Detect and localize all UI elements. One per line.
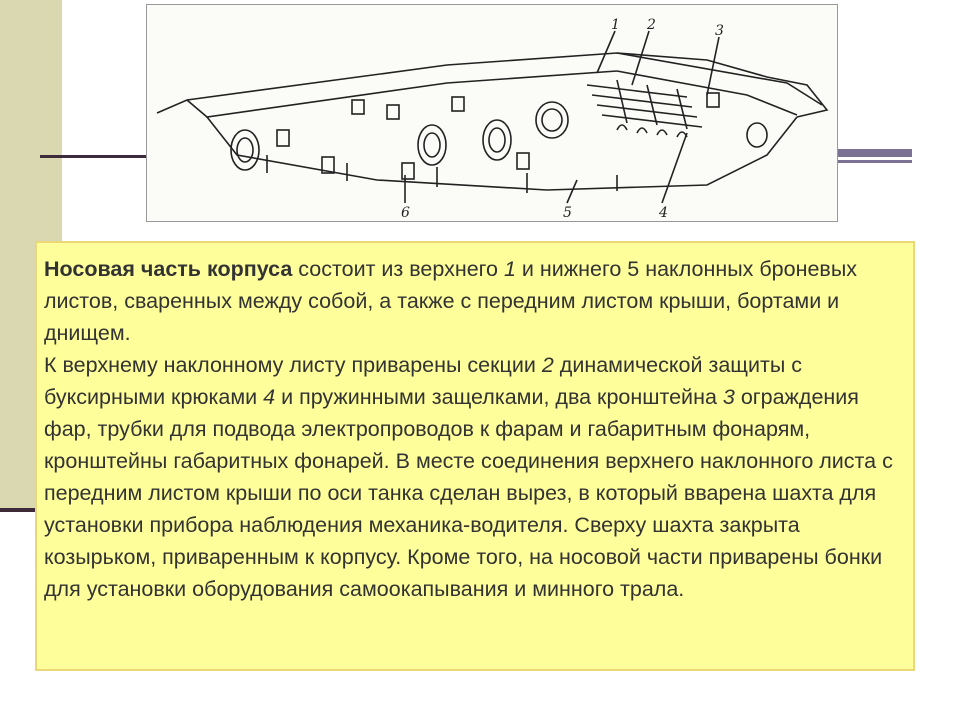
lower-ribs [267,155,617,193]
ref-1: 1 [503,257,516,281]
callout-3: 3 [715,23,724,39]
ref-4: 4 [263,385,276,409]
p1-text-b: и нижнего 5 наклонных броневых листов, сваренных между собой, а также с передним листом крыши, бортами и днищем. [44,257,858,345]
bracket-d [387,105,399,119]
callout-4: 4 [659,205,668,221]
leader-5 [567,180,577,203]
hub-5 [747,123,767,147]
p2-text-d: ограждения фар, трубки для подвода электропроводов к фарам и габаритным фонарям, кронштейны габаритных фонарей. В месте соединения верхнего наклонного листа с передним листом крыши по оси танка сделан вырез, в который вварена шахта для установки прибора наблюдения механика-водителя. Сверху шахта закрыта козырьком, приваренным к корпусу. Кроме того, на носовой части приварены бонки для установки оборудования самоокапывания и минного трала. [44,385,893,601]
p2-text-c: и пружинными защелками, два кронштейна [275,385,723,409]
hub-2 [418,125,446,165]
hub-1 [231,130,259,170]
hull-nose-drawing [146,4,838,222]
callout-6: 6 [401,205,410,221]
ref-2: 2 [541,353,554,377]
left-divider-line [40,155,150,158]
right-divider-bar [836,149,912,157]
bracket-h [707,93,719,107]
bracket-f [452,97,464,111]
roof-outline [157,53,827,117]
leader-1 [597,31,615,73]
bottom-left-line [0,508,40,512]
callout-5: 5 [563,205,572,221]
hub-3 [483,120,511,160]
leader-3 [707,37,719,95]
ref-3: 3 [722,385,735,409]
bracket-g [517,153,529,169]
paragraph-1 [44,253,905,349]
callout-2: 2 [647,17,656,33]
p2-text-b: динамической защиты с буксирными крюками [44,353,803,409]
towing-hooks [617,125,687,137]
paragraph-2 [44,349,905,605]
bracket-a [277,130,289,146]
right-divider-line [836,160,912,163]
callout-1: 1 [611,17,620,33]
roof-edge [187,71,617,117]
p1-text-a: состоит из верхнего [292,257,504,281]
description-textbox [35,241,915,671]
section-title: Носовая часть корпуса [44,257,293,281]
hub-4 [536,102,568,138]
hull-nose-svg [147,5,837,221]
bracket-c [352,100,364,114]
bracket-e [402,163,414,179]
p2-text-a: К верхнему наклонному листу приварены секции [44,353,542,377]
leader-4 [662,133,687,203]
lower-hull [207,117,797,190]
